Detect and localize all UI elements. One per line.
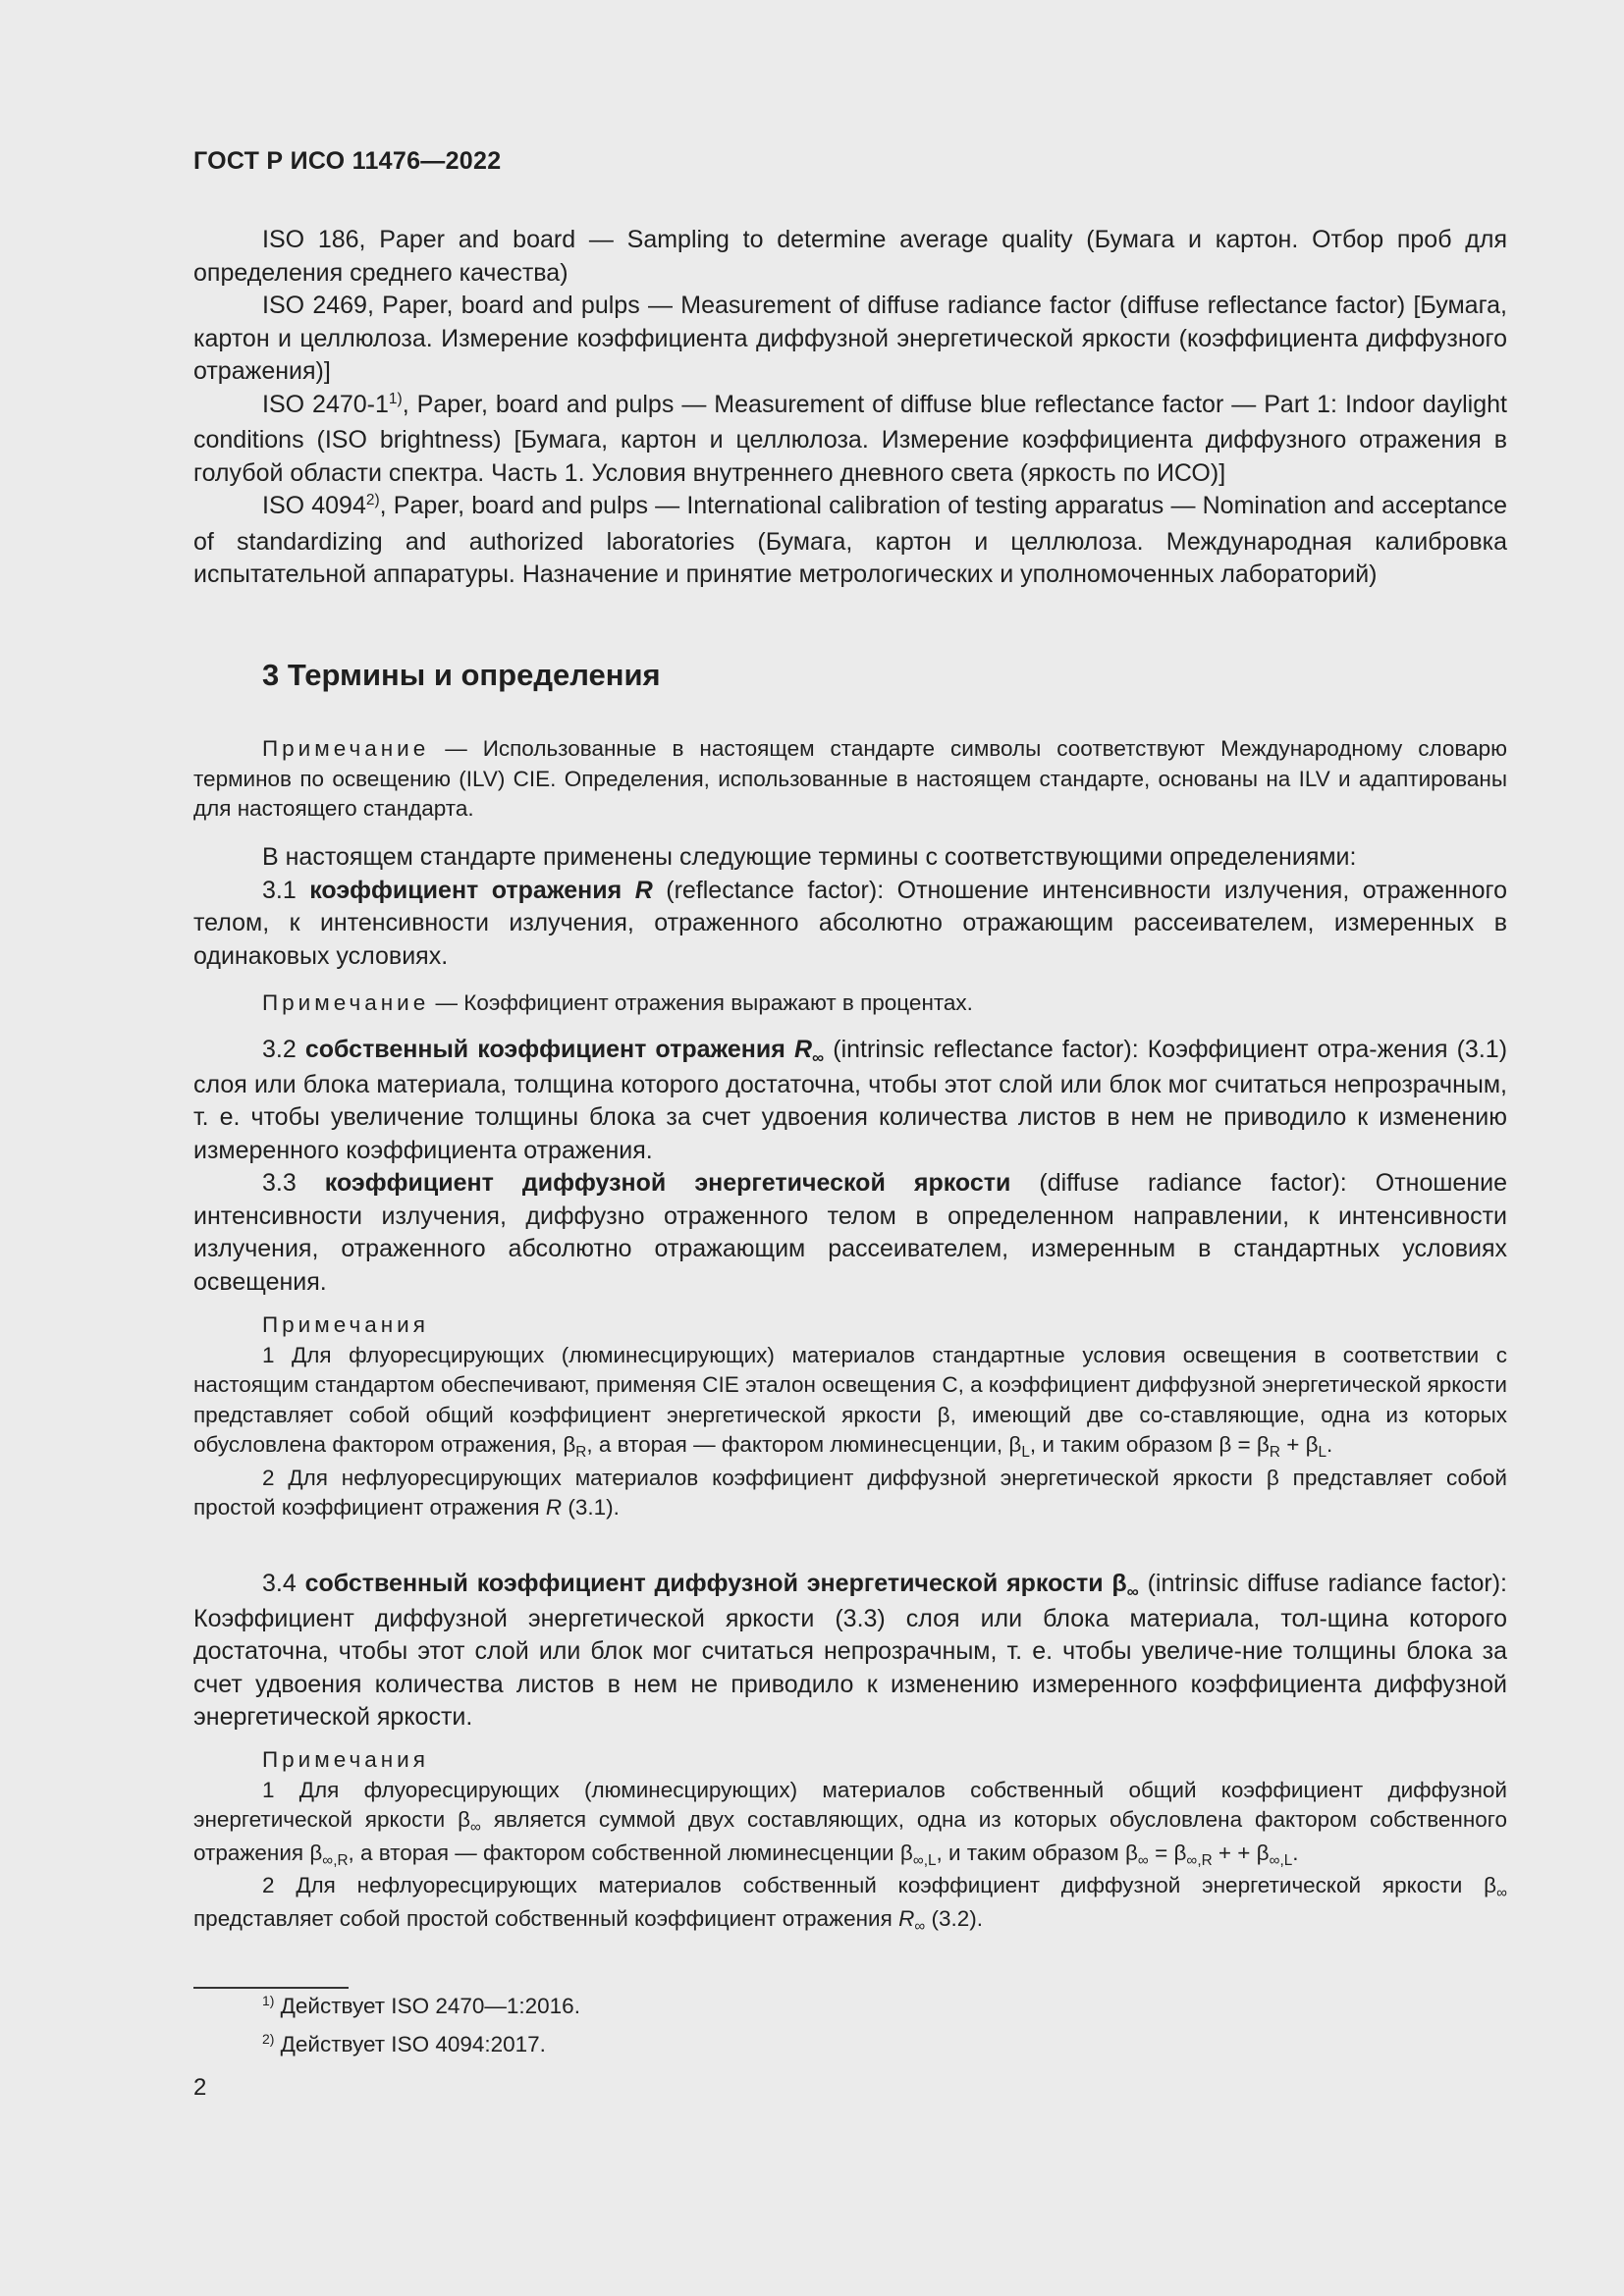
reference-iso-2469: ISO 2469, Paper, board and pulps — Measurement of diffuse radiance factor (diffuse reflectance factor) [Бумага, картон и целлюлоза. Измерение коэффициента диффузной энергетической яркости (коэффициента диффузного отражения)]	[193, 292, 1507, 385]
footnote-mark: 2)	[365, 492, 380, 509]
term-name: собственный коэффициент диффузной энергетической яркости $\beta_\infty$	[304, 1570, 1139, 1601]
term-3-4: 3.4 собственный коэффициент диффузной энергетической яркости $\beta_\infty$ (intrinsic diffuse radiance factor): Коэффициент диффузной энергетической яркости (3.3) слоя или блока материала, тол-щина которого достаточна, чтобы этот слой или блок мог считаться непрозрачным, т. е. чтобы увеличе-ние толщины блока за счет удвоения количества листов в нем не приводило к изменению измеренного коэффициента диффузной энергетической яркости.	[193, 1570, 1507, 1731]
intro-note-block	[193, 734, 1507, 825]
intro-note: Примечание — Использованные в настоящем стандарте символы соответствуют Международному словарю терминов по освещению (ILV) CIE. Определения, использованные в настоящем стандарте, основаны на ILV и адаптированы для настоящего стандарта.	[193, 736, 1507, 821]
term-name: коэффициент отражения	[309, 876, 635, 904]
document-header: ГОСТ Р ИСО 11476—2022	[193, 147, 502, 175]
term-3-3-note-1: 1 Для флуоресцирующих (люминесцирующих) материалов стандартные условия освещения в соответствии с настоящим стандартом обеспечивают, применяя CIE эталон освещения С, а коэффициент диффузной энергетической яркости представляет собой общий коэффициент энергетической яркости β, имеющий две со-ставляющие, одна из которых обусловлена фактором отражения, $\beta_R$, а вторая — фактором люминесценции, $\beta_L$, и таким образом $\beta = \beta_R + \beta_L$.	[193, 1342, 1507, 1462]
term-3-3-notes-block	[193, 1310, 1507, 1523]
footnote-separator	[193, 1987, 349, 1989]
term-3-1-note: Примечание — Коэффициент отражения выражают в процентах.	[262, 990, 973, 1015]
reference-iso-2470: ISO 2470-1$^{1)}$, Paper, board and pulps — Measurement of diffuse blue reflectance factor — Part 1: Indoor daylight conditions (ISO brightness) [Бумага, картон и целлюлоза. Измерение коэффициента диффузного отражения в голубой области спектра. Часть 1. Условия внутреннего дневного света (яркость по ИСО)]	[193, 390, 1507, 487]
terms-intro: В настоящем стандарте применены следующие термины с соответствующими определениями:	[262, 843, 1357, 871]
term-3-3-note-2: 2 Для нефлуоресцирующих материалов коэффициент диффузной энергетической яркости β представляет собой простой коэффициент отражения R (3.1).	[193, 1465, 1507, 1520]
page-number: 2	[193, 2074, 207, 2101]
term-3-4-block	[193, 1568, 1507, 1735]
footnote-1: $^{1)}$ Действует ISO 2470—1:2016.	[262, 1993, 580, 2018]
term-3-3: 3.3 коэффициент диффузной энергетической яркости (diffuse radiance factor): Отношение интенсивности излучения, диффузно отраженного телом в определенном направлении, к интенсивности излучения, отраженного абсолютно отражающим рассеивателем, измеренным в стандартных условиях освещения.	[193, 1169, 1507, 1296]
term-3-1: 3.1 коэффициент отражения R (reflectance factor): Отношение интенсивности излучения, отраженного телом, к интенсивности излучения, отраженного абсолютно отражающим рассеивателем, измеренных в одинаковых условиях.	[193, 876, 1507, 970]
term-3-1-note-block	[193, 988, 1507, 1019]
term-name: собственный коэффициент отражения	[304, 1036, 794, 1063]
term-3-2: 3.2 собственный коэффициент отражения $R_\infty$ (intrinsic reflectance factor): Коэффициент отра-жения (3.1) слоя или блока материала, толщина которого достаточна, чтобы этот слой или блок мог считаться непрозрачным, т. е. чтобы увеличение толщины блока за счет удвоения количества листов в нем не приводило к изменению измеренного коэффициента отражения.	[193, 1036, 1508, 1164]
notes-label: Примечания	[262, 1312, 429, 1337]
term-3-4-note-1: 1 Для флуоресцирующих (люминесцирующих) материалов собственный общий коэффициент диффузной энергетической яркости $\beta_\infty$ является суммой двух составляющих, одна из которых обусловлена фактором собственного отражения $\beta_{\infty,R}$, а вторая — фактором собственной люминесценции $\beta_{\infty,L}$, и таким образом $\beta_\infty = \beta_{\infty,R}$ + + $\beta_{\infty,L}$.	[193, 1777, 1507, 1869]
section-title: 3 Термины и определения	[262, 658, 661, 692]
references-list	[193, 224, 1507, 592]
reference-iso-186: ISO 186, Paper and board — Sampling to determine average quality (Бумага и картон. Отбор проб для определения среднего качества)	[193, 226, 1507, 287]
terms-3-2-3-3-block	[193, 1034, 1507, 1299]
terms-intro-block	[193, 841, 1507, 973]
note-label: Примечание	[262, 736, 430, 761]
footnote-mark: 1)	[388, 390, 403, 407]
footnote-2: $^{2)}$ Действует ISO 4094:2017.	[262, 2031, 546, 2056]
note-label: Примечание	[262, 990, 430, 1015]
notes-label: Примечания	[262, 1747, 429, 1772]
term-3-4-note-2: 2 Для нефлуоресцирующих материалов собственный коэффициент диффузной энергетической яркости $\beta_\infty$ представляет собой простой собственный коэффициент отражения $R_\infty$ (3.2).	[193, 1873, 1507, 1935]
term-3-4-notes-block	[193, 1745, 1507, 1937]
reference-iso-4094: ISO 4094$^{2)}$, Paper, board and pulps — International calibration of testing apparatus — Nomination and acceptance of standardizing and authorized laboratories (Бумага, картон и целлюлоза. Международная калибровка испытательной аппаратуры. Назначение и принятие метрологических и уполномоченных лабораторий)	[193, 492, 1507, 588]
term-name: коэффициент диффузной энергетической яркости	[324, 1169, 1011, 1197]
